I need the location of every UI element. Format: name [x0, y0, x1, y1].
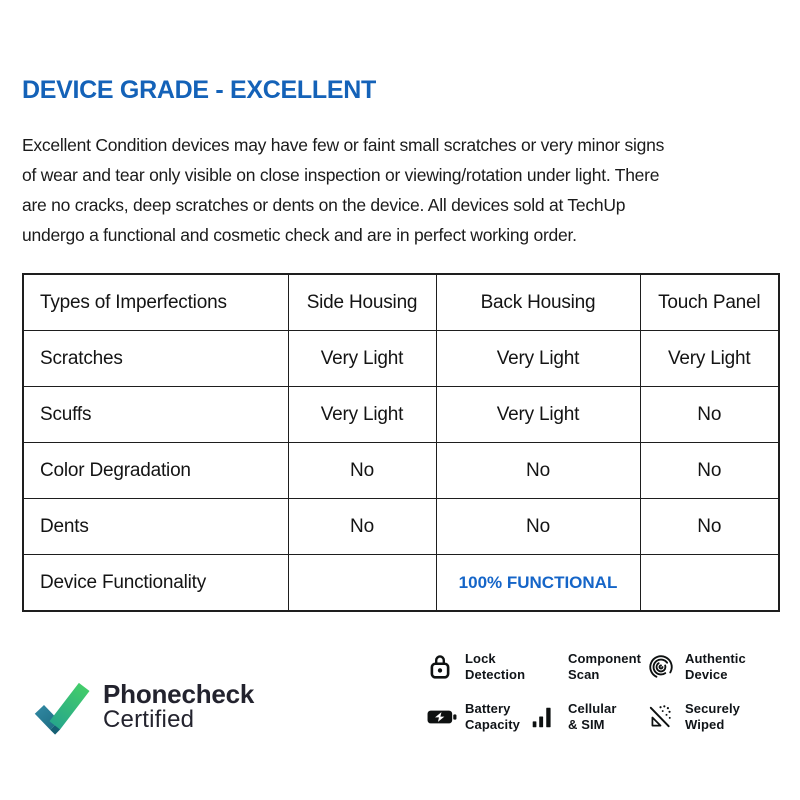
table-cell	[640, 555, 779, 612]
row-label: Scratches	[23, 331, 288, 387]
checkmark-icon	[33, 672, 97, 748]
badge-component-scan: Component Scan	[530, 642, 647, 692]
table-row	[23, 499, 779, 555]
badge-authentic-device: Authentic Device	[647, 642, 747, 692]
functional-status: 100% FUNCTIONAL	[436, 555, 640, 612]
table-cell	[288, 555, 436, 612]
component-scan-icon-blank	[530, 649, 560, 685]
description	[22, 130, 782, 250]
table-cell: Very Light	[436, 331, 640, 387]
description-line: undergo a functional and cosmetic check and are in perfect working order.	[22, 225, 577, 245]
table-cell: Very Light	[640, 331, 779, 387]
page-title: DEVICE GRADE - EXCELLENT	[22, 76, 376, 104]
table-cell: No	[640, 387, 779, 443]
row-label: Scuffs	[23, 387, 288, 443]
table-cell: No	[436, 499, 640, 555]
table-cell: No	[436, 443, 640, 499]
certification-badges	[427, 642, 747, 742]
battery-icon	[427, 699, 457, 735]
table-cell: No	[640, 499, 779, 555]
description-line: are no cracks, deep scratches or dents on the device. All devices sold at TechUp	[22, 195, 626, 215]
description-line: Excellent Condition devices may have few or faint small scratches or very minor signs	[22, 135, 665, 155]
lock-icon	[427, 649, 457, 685]
wipe-icon	[647, 699, 677, 735]
table-cell: No	[288, 443, 436, 499]
phonecheck-certified-logo	[33, 670, 333, 754]
signal-bars-icon	[530, 699, 560, 735]
column-header: Back Housing	[436, 274, 640, 331]
table-cell: Very Light	[288, 387, 436, 443]
column-header: Types of Imperfections	[23, 274, 288, 331]
badge-battery-capacity: Battery Capacity	[427, 692, 530, 742]
table-cell: Very Light	[288, 331, 436, 387]
table-cell: No	[288, 499, 436, 555]
imperfections-table	[22, 273, 780, 612]
table-cell: No	[640, 443, 779, 499]
table-header-row	[23, 274, 779, 331]
table-cell: Very Light	[436, 387, 640, 443]
column-header: Side Housing	[288, 274, 436, 331]
description-line: of wear and tear only visible on close inspection or viewing/rotation under light. There	[22, 165, 660, 185]
badge-cellular-sim: Cellular & SIM	[530, 692, 647, 742]
table-row	[23, 555, 779, 612]
fingerprint-icon	[647, 649, 677, 685]
row-label: Dents	[23, 499, 288, 555]
brand-subtitle: Certified	[103, 706, 195, 733]
table-row	[23, 331, 779, 387]
row-label: Device Functionality	[23, 555, 288, 612]
row-label: Color Degradation	[23, 443, 288, 499]
badge-lock-detection: Lock Detection	[427, 642, 530, 692]
table-row	[23, 443, 779, 499]
column-header: Touch Panel	[640, 274, 779, 331]
brand-name: Phonecheck	[103, 679, 255, 709]
table-row	[23, 387, 779, 443]
badge-securely-wiped: Securely Wiped	[647, 692, 747, 742]
